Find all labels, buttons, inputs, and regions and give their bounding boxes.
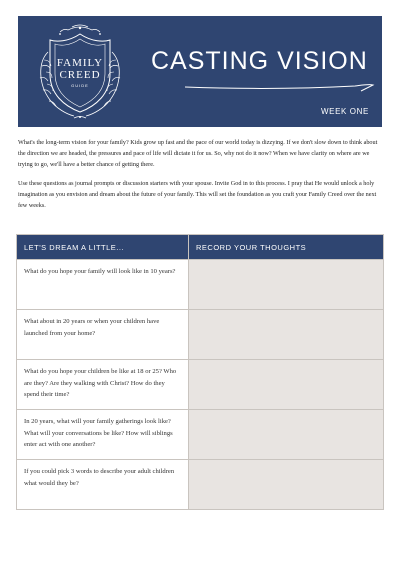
answer-cell[interactable]: [189, 260, 384, 310]
table-row: [17, 460, 384, 510]
table-row: [17, 410, 384, 460]
header-banner: [18, 16, 382, 127]
column-header-dream: LET'S DREAM A LITTLE...: [17, 235, 189, 260]
question-cell: What do you hope your family will look like in 10 years?: [17, 260, 189, 310]
intro-text: [18, 137, 384, 219]
table-row: [17, 360, 384, 410]
page-title: CASTING VISION: [151, 47, 368, 75]
table-row: [17, 310, 384, 360]
crest-wordmark: [30, 22, 130, 122]
question-cell: If you could pick 3 words to describe your adult children what would they be?: [17, 460, 189, 510]
question-cell: What do you hope your children be like at 18 or 25? Who are they? Are they walking with Christ? How do they spend their time?: [17, 360, 189, 410]
answer-cell[interactable]: [189, 360, 384, 410]
week-label: WEEK ONE: [321, 107, 369, 116]
question-cell: What about in 20 years or when your children have launched from your home?: [17, 310, 189, 360]
column-header-thoughts: RECORD YOUR THOUGHTS: [189, 235, 384, 260]
crest-word-creed: CREED: [59, 68, 101, 81]
title-flourish-icon: [179, 80, 379, 94]
vision-worksheet-table: [16, 234, 384, 510]
table-row: [17, 260, 384, 310]
answer-cell[interactable]: [189, 460, 384, 510]
intro-paragraph-2: Use these questions as journal prompts or discussion starters with your spouse. Invite God in to this process. I pray that He would unlock a holy imagination as you envision and dream about the future of your family. This will set the foundation as you craft your Family Creed over the next few weeks.: [18, 180, 377, 209]
answer-cell[interactable]: [189, 310, 384, 360]
crest-word-family: FAMILY: [56, 56, 104, 69]
crest-word-guide: GUIDE: [71, 82, 89, 88]
table-header-row: [17, 235, 384, 260]
question-cell: In 20 years, what will your family gatherings look like? What will your conversations be like? How will siblings enter act with one another?: [17, 410, 189, 460]
intro-paragraph-1: What's the long-term vision for your family? Kids grow up fast and the pace of our world today is dizzying. If we don't slow down to think about the direction we are headed, the pressures and pace of life will dictate it for us. So, why not do it now? When we have clarity on where are we trying to go, we'll have a better chance of getting there.: [18, 139, 378, 168]
answer-cell[interactable]: [189, 410, 384, 460]
